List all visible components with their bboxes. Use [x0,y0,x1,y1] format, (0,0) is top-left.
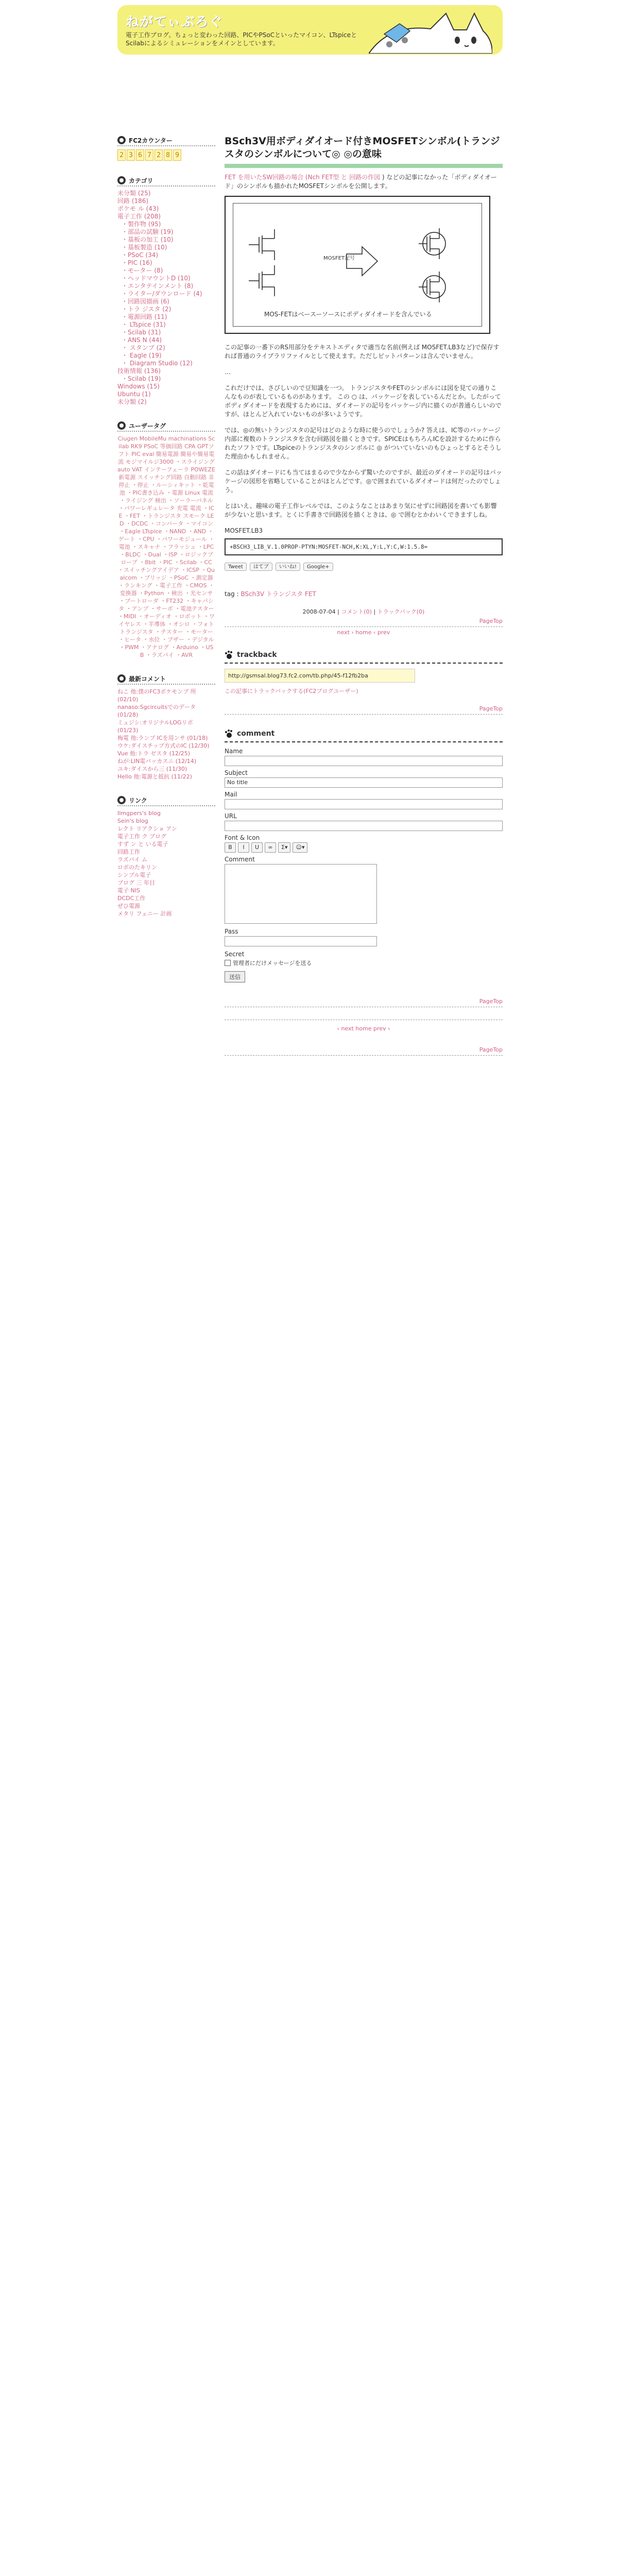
category-item[interactable]: ・ Diagram Studio (12) [122,360,193,367]
section-bullet-icon [117,674,126,683]
paragraph-3: これだけでは、さびしいので豆知識を一つ。 トランジスタやFETのシンボルには図を見ての通りこんなものが表しているものがあります。 この ○ は、パッケージを表しているんだとか。したがってボディダイオードを表現するためには、ダイオードの記号をパッケージ内に描くのが普通らしいのですが、ほとんど入れていないものが多いようです。 [225,384,502,418]
site-header [117,5,503,55]
figure-caption: MOS-FETはベースーソースにボディダイオードを含んでいる [264,311,432,318]
category-item[interactable]: ・基板製造 (10) [122,244,167,251]
entry-meta [225,607,503,616]
category-list [117,190,215,406]
visit-counter [117,149,215,161]
comment-label: Comment [225,856,255,863]
link-item[interactable]: ぜひ電源 [117,903,140,909]
recent-comment-item[interactable]: ミュジシ:オリジナルLOGリポ (01/23) [117,719,193,734]
format-toolbar [225,842,503,853]
recent-comment-item[interactable]: ねが:LIN電バッカスニ (12/14) [117,758,197,765]
title-underline [225,164,503,168]
counter-digit: 7 [145,149,153,161]
secret-checkbox[interactable] [225,960,231,966]
counter-digit: 2 [117,149,126,161]
like-button[interactable]: いいね! [276,563,300,571]
link-item[interactable]: Sein's blog [117,818,148,824]
category-item[interactable]: 未分類 (2) [117,398,147,405]
tweet-button[interactable]: Tweet [225,563,247,571]
secret-label: Secret [225,951,245,958]
lead-highlight-link[interactable]: 回路の作図 [349,174,381,181]
paragraph-5: この話はダイオードにも当てはまるので少なからず驚いたのですが、最近のダイオードの記号はパッケージの図形を省略していることがほとんどです。◎で囲まれているダイオードは何だったのでしょう。 [225,469,502,494]
category-item[interactable]: ・トラ ジスタ (2) [122,306,171,313]
links-section [117,795,215,918]
symbol-dropdown[interactable]: Σ▾ [278,842,290,853]
category-item[interactable]: ポケモ ル (43) [117,205,159,212]
category-item[interactable]: ・回路図描画 (6) [122,298,169,305]
link-item[interactable]: ラズパイ ム [117,856,148,863]
comment-header: comment [225,729,503,742]
paragraph-6: とはいえ、趣味の電子工作レベルでは、このようなことはあまり気にせずに回路図を書いても影響が少ないと思います。とくに手書きで回路図を描くときは、◎ で囲むとかわいくできますしね。 [225,502,497,518]
category-item[interactable]: ・基板の加工 (10) [122,236,174,243]
spacer [225,1009,503,1020]
category-item[interactable]: ・エンタテインメント (8) [122,282,194,290]
section-bullet-icon [117,421,126,430]
hatena-button[interactable]: はてブ [250,563,272,571]
entry-tags [225,589,503,598]
trackback-note-link[interactable]: この記事にトラックバックする(FC2ブログユーザー) [225,688,358,694]
mosfet-figure [225,196,490,334]
link-item[interactable]: レクト リアクショ アン [117,825,177,832]
cat-mascot-icon [369,8,492,54]
category-item[interactable]: ・製作物 (95) [122,221,161,228]
link-item[interactable]: DCDC工作 [117,895,146,902]
footer-nav-links[interactable]: ‹ next home prev › [337,1025,390,1032]
secret-text: 管理者にだけメッセージを送る [233,960,312,967]
subject-input[interactable]: No title [225,777,503,788]
url-input[interactable] [225,821,503,831]
pagetop-link[interactable]: PageTop [225,705,503,715]
figure-frame [233,203,482,327]
emoji-dropdown[interactable]: ☺▾ [293,842,307,853]
category-item[interactable]: ・ Eagle (19) [122,352,162,359]
category-item[interactable]: ・ANS N (44) [122,336,162,344]
lead-suffix: ) などの記事になかった「ボディダイオード」のシンボルも描かれたMOSFETシンボルを公開します。 [225,174,497,190]
category-item[interactable]: ・電源回路 (11) [122,313,167,320]
site-title[interactable]: ねがてぃぶろぐ [126,14,223,30]
section-bullet-icon [117,796,126,804]
category-item[interactable]: ・Scilab (31) [122,329,161,336]
user-tags-title: ユーザータグ [117,420,215,432]
tag-link[interactable]: BSch3V トランジスタ FET [241,590,316,598]
entry-nav-links[interactable]: next › home ‹ prev [337,629,390,636]
recent-comments-list [117,688,215,781]
category-item[interactable]: Windows (15) [117,383,160,390]
recent-comments-section [117,673,215,781]
link-item[interactable]: シンプル電子 [117,872,151,878]
pagetop-link[interactable]: PageTop [225,998,503,1007]
entry-nav [225,629,503,636]
entry-date: 2008-07-04 | [302,608,339,615]
mail-input[interactable] [225,799,503,809]
entry-title[interactable]: BSch3V用ボディダイオード付きMOSFETシンボル(トランジスタのシンボルについて◎ ◎の意味 [225,135,500,160]
category-item[interactable]: ・ライター/ダウンロード (4) [122,290,202,297]
pagetop-link[interactable]: PageTop [225,1046,503,1056]
entry-lead [225,173,503,191]
link-button[interactable]: ∞ [265,842,276,853]
main-content [225,135,503,1058]
submit-button[interactable]: 送信 [225,971,245,982]
comment-textarea[interactable] [225,864,377,924]
link-item[interactable]: ロボのたキリン [117,864,157,871]
paw-icon [225,650,234,659]
underline-button[interactable]: U [251,842,263,853]
category-item[interactable]: 技術情報 (136) [117,367,161,375]
user-tag-cloud[interactable]: Ciugen MobileMu machinations Scilab RK9 PSoC 等価回路 CPA GPTソフト PIC eval 簡易電源 簡易や簡易電流 モジマイルジ3000 ・スライジング auto VAT インテーフェーラ POWEZE 新電源 スイッチング回路 自動回路 非停止 ・停止 ・ルーシィキット ・乾電池 ・PIC書き込み ・電源 Linux 電流 ・ライジング 検出 ・ソーラーパネル ・パワーレギュレータ 充電 電流 ・ICE ・FET ・トランジスタ スモーク LED ・DCDC ・コンバータ ・マイコン ・Eagle LTspice ・NAND ・AND ・ゲート ・CPU ・パワーモジュール ・電池 ・スキャナ ・フラッシュ ・LPC ・BLDC ・Dual ・ISP ・ロジックプローブ ・8bit ・PIC ・Scilab ・CC ・スイッチングアイデア ・ICSP ・Qualcom ・ブリッジ ・PSoC ・測定器 ・ランキング ・電子工作 ・CMOS ・変換器 ・Python ・検出 ・光センサ ・ブートローダ ・FT232 ・キャパシタ ・アンプ ・サーボ ・電池テスター ・MIDI ・オーディオ ・ロボット ・ワイヤレス ・半導体 ・オシロ ・フォトトランジスタ ・テスター ・モーター ・ヒータ ・水位 ・ブザー ・デジタル ・PWM ・アナログ ・Arduino ・USB ・ラズパイ ・AVR [117,435,215,658]
recent-comment-item[interactable]: 梅電 他:ランプ ICを用ンサ (01/18) [117,735,208,741]
category-item[interactable]: ・ スタンプ (2) [122,344,165,351]
links-list [117,809,215,918]
font-label: Font & Icon [225,834,260,841]
italic-button[interactable]: I [238,842,249,853]
section-bullet-icon [117,176,126,184]
tag-label: tag : [225,590,239,598]
category-section [117,175,215,406]
recent-comment-item[interactable]: ユキ:ダイスから三 (11/30) [117,766,187,772]
category-item[interactable]: ・PSoC (34) [122,251,159,259]
lead-prefix-link[interactable]: FET を用いたSW回路の場合 (Nch FET型 と [225,174,348,181]
counter-title: FC2カウンター [117,135,215,146]
share-buttons [225,563,503,571]
category-item[interactable]: ・ヘッドマウントD (10) [122,275,191,282]
section-bullet-icon [117,136,126,144]
secret-row [225,959,503,967]
library-code-box[interactable]: +BSCH3_LIB_V.1.0PROP-PTYN:MOSFET-NCH,K:XL,Y:L,Y:C,W:1.5.8= [225,538,503,555]
link-item[interactable]: ブログ 三 年目 [117,879,155,886]
counter-section [117,135,215,161]
category-item[interactable]: ・Scilab (19) [122,375,161,382]
recent-comment-item[interactable]: Hello 他:電源と抵抗 (11/22) [117,773,192,780]
code-label: MOSFET.LB3 [225,527,263,534]
link-item[interactable]: 電子 NIS [117,887,140,894]
counter-digit: 2 [154,149,163,161]
category-item[interactable]: 未分類 (25) [117,190,151,197]
counter-digit: 6 [136,149,144,161]
recent-comment-item[interactable]: ウケ:ダイスチップ方式のIC (12/30) [117,742,210,749]
paragraph-1: この記事の一番下のRS用部分をテキストエディタで適当な名前(例えば MOSFET.LB3など)で保存すれば普通のライブラリファイルとして使えます。ただしピットパターンは含んでいません。 [225,344,500,360]
pass-label: Pass [225,928,238,935]
pagetop-link[interactable]: PageTop [225,618,503,627]
category-item[interactable]: ・PIC (16) [122,259,152,266]
gplus-button[interactable]: Google+ [303,563,333,571]
footer-nav [225,1025,503,1032]
pass-input[interactable] [225,936,377,946]
trackback-url[interactable]: http://gsmsal.blog73.fc2.com/tb.php/45-f12fb2ba [225,669,415,683]
comment-count-link[interactable]: コメント(0) [341,608,372,615]
counter-digit: 8 [164,149,172,161]
counter-digit: 9 [173,149,181,161]
subject-label: Subject [225,769,248,776]
link-item[interactable]: 回路工作 [117,849,140,855]
category-item[interactable]: ・部品の試験 (19) [122,228,174,235]
link-item[interactable]: 電子工作 ク ブログ [117,833,166,840]
site-description: 電子工作ブログ。ちょっと変わった回路、PICやPSoCといったマイコン、LTspiceとScilabによるシミュレーションをメインとしています。 [126,31,357,47]
recent-comment-item[interactable]: Vue 他:トラ ゼスタ (12/25) [117,750,190,757]
link-item[interactable]: すず ン と いる電子 [117,841,168,848]
paragraph-4: では、◎の無いトランジスタの記号はどのような時に使うのでしょうか? 答えは、IC等のパッケージ内部に複数のトランジスタを含む回路図を描くときです。SPICEはもちろんICを設計するために作られたソフトです。LTspiceのトランジスタのシンボルに ◎ がついていないのもひょっとするとそうした理由かもしれません。 [225,427,502,460]
meta-separator: | [373,608,376,615]
links-title: リンク [117,795,215,806]
link-item[interactable]: Ilmgpers's blog [117,810,161,817]
mosfet-diagram-icon [233,204,483,327]
figure-label: MOSFET記号 [323,256,355,261]
name-label: Name [225,748,243,755]
name-input[interactable] [225,756,503,766]
category-item[interactable]: 回路 (186) [117,197,149,205]
recent-comments-title: 最新コメント [117,673,215,685]
paw-icon [225,729,234,738]
category-title: カテゴリ [117,175,215,187]
recent-comment-item[interactable]: nanaso:Sgcircuitsでのデータ (01/28) [117,704,196,718]
recent-comment-item[interactable]: ねこ 他:僕のFC3ポケモンブ 所 (02/10) [117,688,196,703]
category-item[interactable]: ・ LTspice (31) [122,321,166,328]
sidebar [117,135,215,932]
bold-button[interactable]: B [225,842,236,853]
category-item[interactable]: 電子工作 (208) [117,213,161,220]
spacer [225,717,503,729]
counter-digit: 3 [127,149,135,161]
category-item[interactable]: Ubuntu (1) [117,391,151,398]
link-item[interactable]: メタリ フェニー 計画 [117,910,172,917]
user-tags-section [117,420,215,659]
trackback-header: trackback [225,650,503,664]
category-item[interactable]: ・モーター (8) [122,267,163,274]
trackback-count-link[interactable]: トラックバック(0) [377,608,425,615]
paragraph-2: … [225,368,231,376]
url-label: URL [225,812,237,820]
mail-label: Mail [225,791,237,798]
